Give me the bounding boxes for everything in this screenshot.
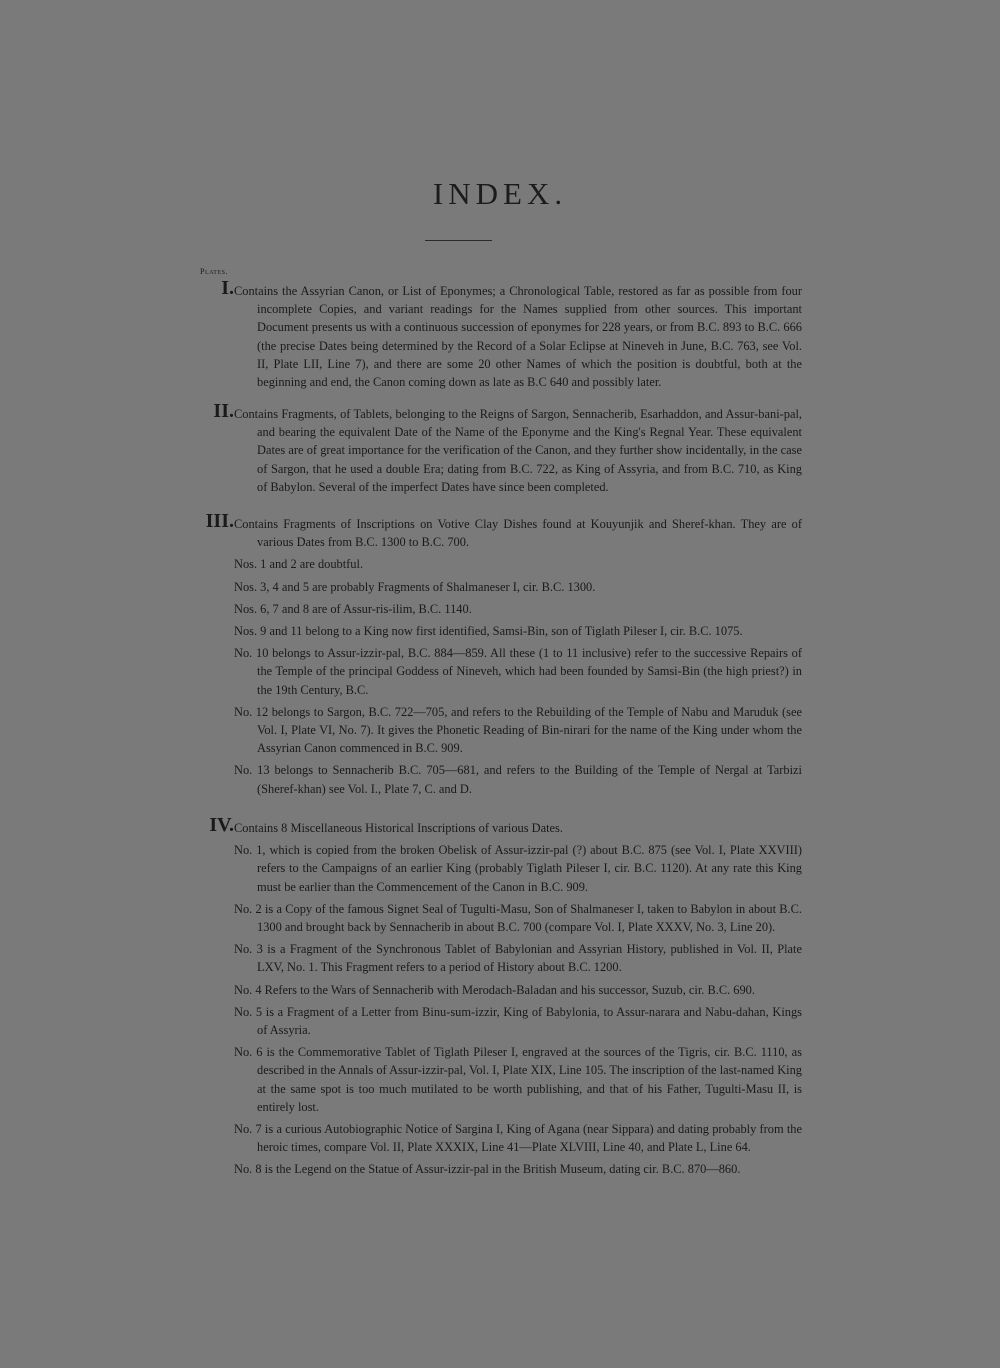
list-item: Nos. 6, 7 and 8 are of Assur-ris-ilim, B.C. 1140. xyxy=(234,601,472,616)
section-iv xyxy=(200,814,802,1179)
section-numeral: III. xyxy=(205,510,234,532)
section-numeral: II. xyxy=(213,400,234,422)
list-item: No. 10 belongs to Assur-izzir-pal, B.C. 884—859. All these (1 to 11 inclusive) refer to the successive Repairs of the Temple of the principal Goddess of Nineveh, which had been founded by Samsi-Bin (the high priest?) in the 19th Century, B.C. xyxy=(234,646,802,697)
list-item: No. 12 belongs to Sargon, B.C. 722—705, and refers to the Rebuilding of the Temple of Nabu and Maruduk (see Vol. I, Plate VI, No. 7). It gives the Phonetic Reading of Bin-nirari for the name of the King under whom the Assyrian Canon commenced in B.C. 909. xyxy=(234,704,802,756)
section-numeral: IV. xyxy=(209,814,234,836)
section-text: Contains Fragments, of Tablets, belonging to the Reigns of Sargon, Sennacherib, Esarhaddon, and Assur-bani-pal, and bearing the equivalent Date of the Name of the Eponyme and the King's Regnal Year. These equivalent Dates are of great importance for the verification of the Canon, and they further show incidentally, in the case of Sargon, that he used a double Era; dating from B.C. 722, as King of Assyria, and from B.C. 710, as King of Babylon. Several of the imperfect Dates have since been completed. xyxy=(234,407,802,494)
section-i xyxy=(200,277,802,391)
list-item: No. 3 is a Fragment of the Synchronous Tablet of Babylonian and Assyrian History, published in Vol. II, Plate LXV, No. 1. This Fragment refers to a period of History about B.C. 1200. xyxy=(234,942,802,975)
section-head xyxy=(200,400,802,496)
section-numeral: I. xyxy=(221,277,234,299)
list-item: No. 5 is a Fragment of a Letter from Binu-sum-izzir, King of Babylonia, to Assur-narara and Nabu-dahan, Kings of Assyria. xyxy=(234,1004,802,1038)
list-item: No. 1, which is copied from the broken Obelisk of Assur-izzir-pal (?) about B.C. 875 (see Vol. I, Plate XXVIII) refers to the Campaigns of an earlier King (probably Tiglath Pileser I, cir. B.C. 1120). At any rate this King must be earlier than the Commencement of the Canon in B.C. 909. xyxy=(234,843,802,894)
list-item: No. 13 belongs to Sennacherib B.C. 705—681, and refers to the Building of the Temple of Nergal at Tarbizi (Sheref-khan) see Vol. I., Plate 7, C. and D. xyxy=(234,763,802,796)
title-rule xyxy=(425,240,492,241)
section-ii xyxy=(200,400,802,496)
list-item: No. 2 is a Copy of the famous Signet Seal of Tugulti-Masu, Son of Shalmaneser I, taken to Babylon in about B.C. 1300 and brought back by Sennacherib in about B.C. 700 (compare Vol. I, Plate XXXV, No. 3, Line 20). xyxy=(234,901,802,935)
section-text: Contains the Assyrian Canon, or List of Eponymes; a Chronological Table, restored as far as possible from four incomplete Copies, and variant readings for the Names supplied from other sources. This important Document presents us with a continuous succession of eponymes for 228 years, or from B.C. 893 to B.C. 666 (the precise Dates being determined by the Record of a Solar Eclipse at Nineveh in June, B.C. 763, see Vol. II, Plate LII, Line 7), and there are some 20 other Names of which the position is doubtful, both at the beginning and end, the Canon coming down as late as B.C 640 and possibly later. xyxy=(234,284,802,390)
section-iii xyxy=(200,510,802,798)
list-item: No. 6 is the Commemorative Tablet of Tiglath Pileser I, engraved at the sources of the Tigris, cir. B.C. 1110, as described in the Annals of Assur-izzir-pal, Vol. I, Plate XIX, Line 105. The inscription of the last-named King at the same spot is too much mutilated to be worth publishing, and that of his Father, Tugulti-Masu II, is entirely lost. xyxy=(234,1045,802,1114)
list-item: No. 4 Refers to the Wars of Sennacherib with Merodach-Baladan and his successor, Suzub, cir. B.C. 690. xyxy=(234,982,755,997)
section-text: Contains 8 Miscellaneous Historical Inscriptions of various Dates. xyxy=(234,821,563,835)
section-head xyxy=(200,510,802,551)
section-text: Contains Fragments of Inscriptions on Votive Clay Dishes found at Kouyunjik and Sheref-khan. They are of various Dates from B.C. 1300 to B.C. 700. xyxy=(234,517,802,550)
list-item: Nos. 1 and 2 are doubtful. xyxy=(234,557,364,572)
page-title: INDEX. xyxy=(432,176,568,211)
section-head xyxy=(200,814,802,837)
list-item: No. 8 is the Legend on the Statue of Assur-izzir-pal in the British Museum, dating cir. B.C. 870—860. xyxy=(234,1162,741,1177)
list-item: Nos. 3, 4 and 5 are probably Fragments of Shalmaneser I, cir. B.C. 1300. xyxy=(234,579,596,594)
list-item: Nos. 9 and 11 belong to a King now first identified, Samsi-Bin, son of Tiglath Pileser I, cir. B.C. 1075. xyxy=(234,624,743,639)
plates-label: Plates. xyxy=(200,267,228,276)
section-head xyxy=(200,277,802,391)
list-item: No. 7 is a curious Autobiographic Notice of Sargina I, King of Agana (near Sippara) and dating probably from the heroic times, compare Vol. II, Plate XXXIX, Line 41—Plate XLVIII, Line 40, and Plate L, Line 64. xyxy=(234,1122,802,1155)
